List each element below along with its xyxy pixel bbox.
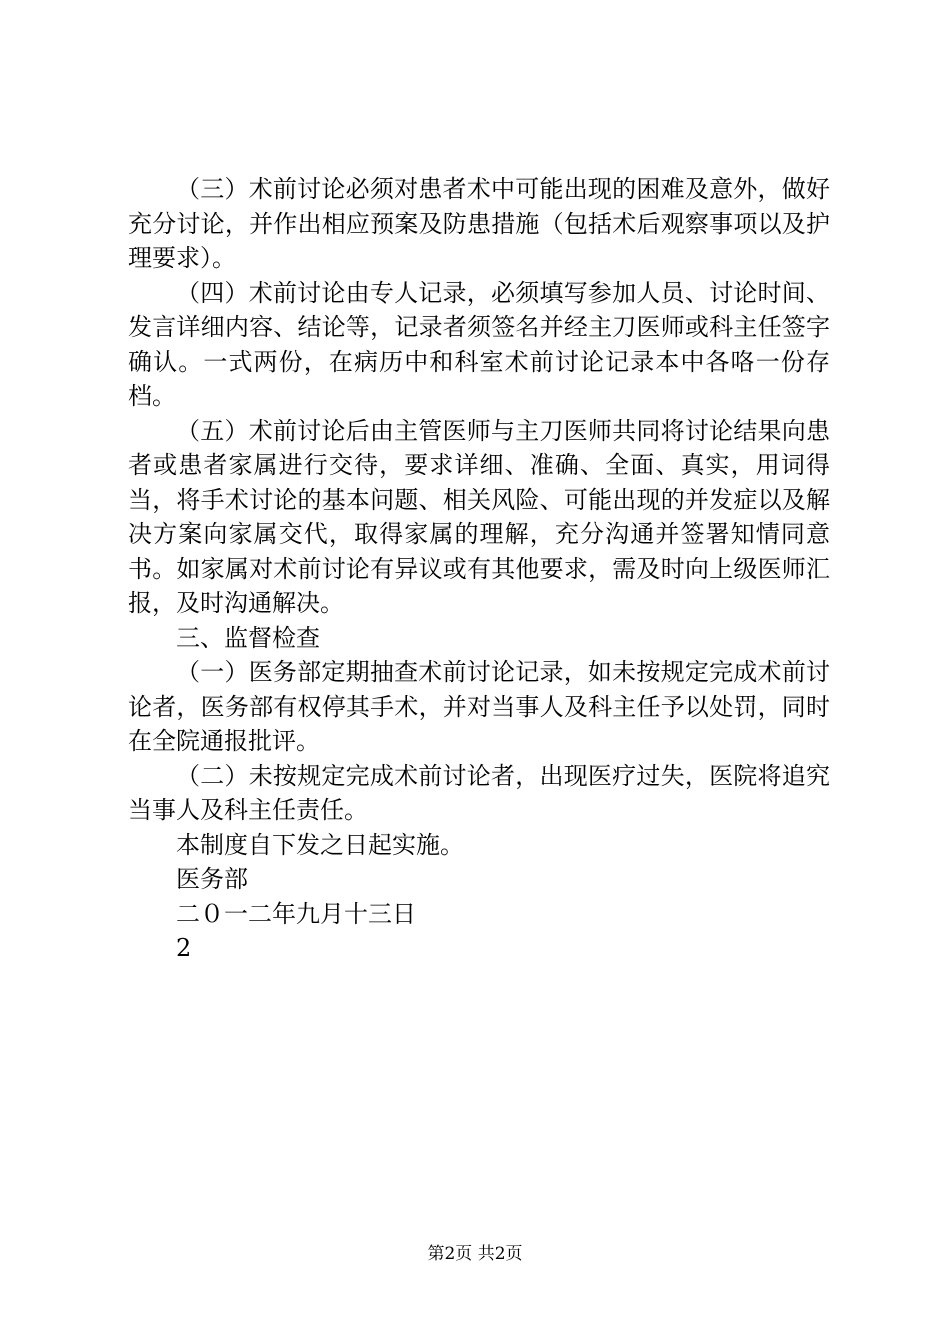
section-heading-supervision: 三、监督检查 [176, 623, 320, 652]
paragraph-preop-difficulties: （三）术前讨论必须对患者术中可能出现的困难及意外，做好充分讨论，并作出相应预案及防患措施（包括术后观察事项以及护理要求）。 [128, 175, 830, 272]
paragraph-preop-records: （四）术前讨论由专人记录，必须填写参加人员、讨论时间、发言详细内容、结论等，记录者须签名并经主刀医师或科主任签字确认。一式两份，在病历中和科室术前讨论记录本中各咯一份存档。 [128, 278, 830, 410]
trailing-number: 2 [176, 934, 192, 962]
document-body [128, 172, 830, 966]
paragraph-supervision-inspection: （一）医务部定期抽查术前讨论记录，如未按规定完成术前讨论者，医务部有权停其手术，并对当事人及科主任予以处罚，同时在全院通报批评。 [128, 658, 830, 755]
paragraph-supervision-liability: （二）未按规定完成术前讨论者，出现医疗过失，医院将追究当事人及科主任责任。 [128, 761, 830, 824]
page-footer [0, 1243, 950, 1265]
page-number-label: 第2页 共2页 [427, 1244, 523, 1264]
paragraph-preop-communication: （五）术前讨论后由主管医师与主刀医师共同将讨论结果向患者或患者家属进行交待，要求详细、准确、全面、真实，用词得当，将手术讨论的基本问题、相关风险、可能出现的并发症以及解决方案向家属交代，取得家属的理解，充分沟通并签署知情同意书。如家属对术前讨论有异议或有其他要求，需及时向上级医师汇报，及时沟通解决。 [128, 416, 830, 617]
issuer-department: 医务部 [176, 865, 248, 893]
paragraph-effective-date: 本制度自下发之日起实施。 [176, 830, 464, 859]
issue-date: 二０一二年九月十三日 [176, 899, 416, 928]
